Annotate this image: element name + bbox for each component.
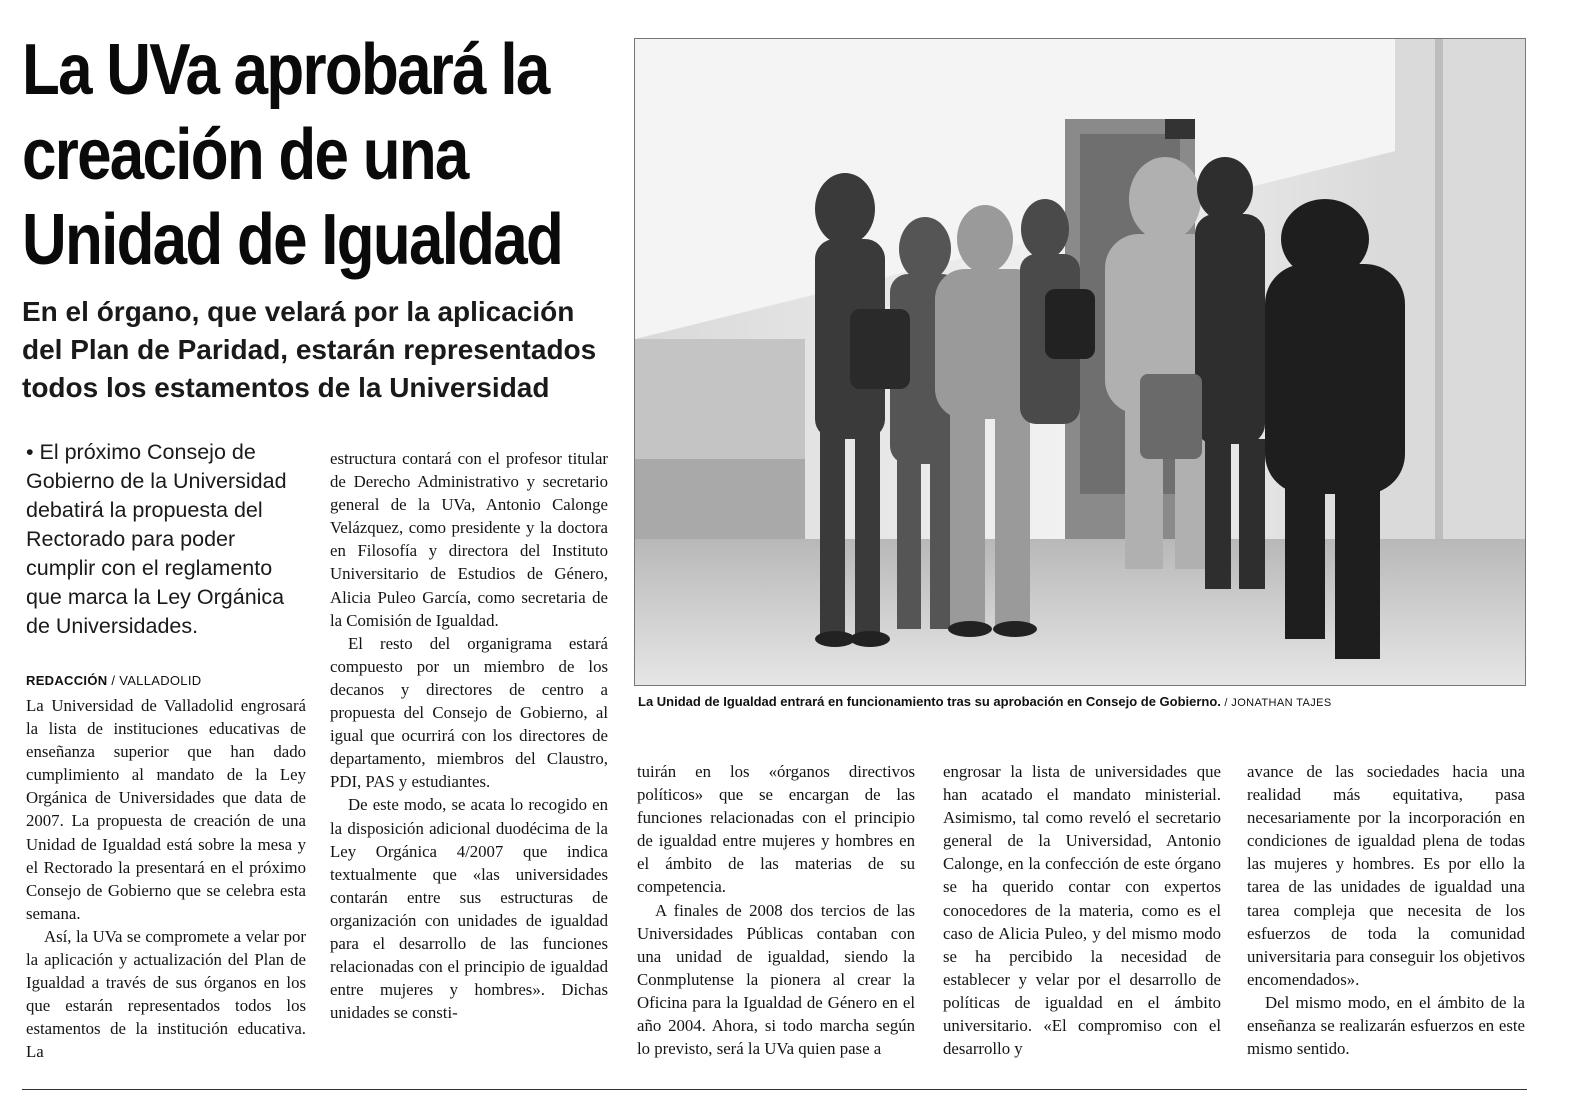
paragraph: Así, la UVa se compromete a velar por la aplicación y actualización del Plan de Igualdad a través de sus órganos en los que estarán representados todos los estamentos de la institución educativa. La bbox=[26, 926, 306, 1062]
bottom-divider bbox=[22, 1089, 1527, 1090]
paragraph: La Universidad de Valladolid engrosará la lista de instituciones educativas de enseñanza superior que han dado cumplimiento al mandato de la Ley Orgánica de Universidades que data de 2007. La propuesta de creación de una Unidad de Igualdad está sobre la mesa y el Rectorado la presentará en el próximo Consejo de Gobierno que se celebra esta semana. bbox=[26, 696, 306, 923]
paragraph: A finales de 2008 dos tercios de las Universidades Públicas contaban con una unidad de igualdad, siendo la Conmplutense la pionera al crear la Oficina para la Igualdad de Género en el año 2004. Ahora, si todo marcha según lo previsto, será la UVa quien pase a bbox=[637, 900, 915, 1059]
paragraph: tuirán en los «órganos directivos políticos» que se encargan de las funciones relacionadas con el principio de igualdad entre mujeres y hombres en el ámbito de las materias de su competencia. bbox=[637, 762, 915, 897]
headline-line-3: Unidad de Igualdad bbox=[22, 200, 563, 280]
paragraph: El resto del organigrama estará compuesto por un miembro de los decanos y directores de centro a propuesta del Consejo de Gobierno, al igual que ocurrirá con los directores de departamento, miembros del Claustro, PDI, PAS y estudiantes. bbox=[330, 633, 608, 792]
body-column-3 bbox=[637, 760, 915, 1060]
byline-author: REDACCIÓN bbox=[26, 673, 108, 688]
body-column-4 bbox=[943, 760, 1221, 1060]
subheadline: En el órgano, que velará por la aplicación del Plan de Paridad, estarán representados todos los estamentos de la Universidad bbox=[22, 296, 597, 403]
headline bbox=[22, 28, 563, 283]
byline-separator: / bbox=[107, 673, 120, 688]
photo-caption bbox=[638, 694, 1518, 709]
byline bbox=[26, 673, 316, 688]
byline-location: VALLADOLID bbox=[119, 673, 202, 688]
students-group-photo bbox=[635, 39, 1525, 685]
paragraph: Del mismo modo, en el ámbito de la enseñanza se realizarán esfuerzos en este mismo sentido. bbox=[1247, 992, 1525, 1059]
news-photo bbox=[634, 38, 1526, 686]
paragraph: avance de las sociedades hacia una realidad más equitativa, pasa necesariamente por la incorporación en condiciones de igualdad plena de todas las mujeres y hombres. Es por ello la tarea de las unidades de igualdad una tarea compleja que necesita de los esfuerzos de toda la comunidad universitaria para conseguir los objetivos encomendados». bbox=[1247, 762, 1525, 989]
body-column-1 bbox=[26, 694, 306, 1064]
photo-credit: / JONATHAN TAJES bbox=[1220, 697, 1332, 709]
lead-summary: • El próximo Consejo de Gobierno de la Universidad debatirá la propuesta del Rectorado para poder cumplir con el reglamento que marca la Ley Orgánica de Universidades. bbox=[26, 440, 287, 638]
headline-line-2: creación de una bbox=[22, 115, 468, 195]
paragraph: estructura contará con el profesor titular de Derecho Administrativo y secretario general de la UVa, Antonio Calonge Velázquez, como presidente y la doctora en Filosofía y directora del Instituto Universitario de Estudios de Género, Alicia Puleo García, como secretaria de la Comisión de Igualdad. bbox=[330, 449, 608, 630]
paragraph: engrosar la lista de universidades que han acatado el mandato ministerial. Asimismo, tal como reveló el secretario general de la Universidad, Antonio Calonge, en la confección de este órgano se ha querido contar con expertos conocedores de la materia, como es el caso de Alicia Puleo, y del mismo modo se ha percibido la necesidad de establecer y velar por el desarrollo de políticas de igualdad en el ámbito universitario. «El compromiso con el desarrollo y bbox=[943, 762, 1221, 1059]
body-column-5 bbox=[1247, 760, 1525, 1060]
headline-line-1: La UVa aprobará la bbox=[22, 30, 549, 110]
body-column-2 bbox=[330, 447, 608, 1024]
caption-text: La Unidad de Igualdad entrará en funcionamiento tras su aprobación en Consejo de Gobierno. bbox=[638, 694, 1221, 709]
paragraph: De este modo, se acata lo recogido en la disposición adicional duodécima de la Ley Orgánica 4/2007 que indica textualmente que «las universidades contarán entre sus estructuras de organización con unidades de igualdad para el desarrollo de las funciones relacionadas con el principio de igualdad entre mujeres y hombres». Dichas unidades se consti- bbox=[330, 795, 608, 1023]
